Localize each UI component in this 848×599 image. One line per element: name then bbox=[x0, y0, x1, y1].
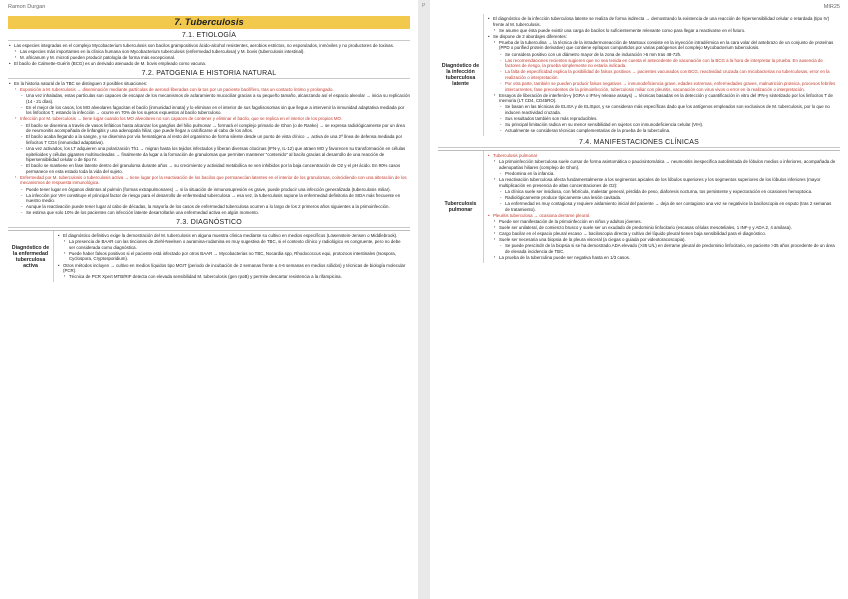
bullet: ▪ Exposición a M. tuberculosis → diseminación mediante partículas de aerosol liberadas con la tos por un paciente bacilífero, tras un contacto íntimo y prolongado. bbox=[8, 87, 410, 93]
box-side-label: Diagnóstico de la enfermedad tuberculosa activa bbox=[8, 231, 54, 282]
bullet: - Aunque la reactivación puede tener lugar al cabo de décadas, la mayoría de los casos de enfermedad tuberculosa ocurren a lo largo de los 2 primeros años siguientes a la primoinfección. bbox=[8, 204, 410, 210]
bullet: ▪ Prueba de la tuberculina → la técnica de la intradermoreacción de Mantoux consiste en la inyección intradérmica en la cara volar del antebrazo de un conjunto de proteínas (PPD o purified protein derivative) que contiene epítopos compartidos por varias patógenos del complejo Mycobacterium tuberculosis. bbox=[487, 40, 837, 51]
bullet: - Se puede prescindir de la biopsia si se ha demostrado ADA elevado (>35 U/L) en derrame pleural de predominio linfocitario, en paciente >35 años procedente de un área de elevada incidencia de TBC. bbox=[487, 243, 837, 254]
left-page bbox=[0, 0, 418, 599]
bullet: • Otros métodos incluyen → cultivo en medios líquidos tipo MGIT (periodo de incubación de 2 semanas frente a 4-6 semanas en medios sólidos) y técnicas de biología molecular (PCR). bbox=[57, 263, 407, 274]
doc-code: MIR25 bbox=[823, 4, 840, 10]
pulmonary-box bbox=[438, 150, 840, 263]
bullet: • En la historia natural de la TBC se distinguen 3 posibles situaciones: bbox=[8, 81, 410, 87]
bullet: • Se dispone de 2 abordajes diferentes: bbox=[487, 34, 837, 40]
bullet: - El bacilo acaba llegando a la sangre, y se disemina por vía hematógena al resto del organismo de forma silente desde un punto de vista clínico → activa de una 2ª línea de defensa mediada por linfocitos T CD4 (inmunidad adaptativa). bbox=[8, 134, 410, 145]
bullet: • Pleuritis tuberculosa → ocasiona derrame pleural. bbox=[487, 213, 837, 219]
bullet: ▪ Técnica de PCR Xpert MTB/RIF detecta con elevada sensibilidad M. tuberculosis (gen rpoB) y permite descartar resistencia a la rifampicina. bbox=[57, 274, 407, 280]
section-diagnostico-title: 7.3. DIAGNÓSTICO bbox=[8, 219, 410, 228]
bullet: ▪ Cargo bacilar en el espacio pleural escaso → baciloscopia directa y cultivo del líquido pleural tienen baja sensibilidad para el diagnóstico. bbox=[487, 231, 837, 237]
bullet: ▪ M. africanum y M. microti pueden producir patología de forma más excepcional. bbox=[8, 55, 410, 61]
bullet: • El diagnóstico de la infección tuberculosa latente se realiza de forma indirecta → demostrando la existencia de una reacción de hipersensibilidad celular o retardada (tipo IV) frente al M. tuberculosis. bbox=[487, 16, 837, 27]
bullet: - La clínica suele ser insidiosa, con febrícula, malestar general, pérdida de peso, diaforesis nocturna, tos persistente y expectoración en ocasiones hemoptoica. bbox=[487, 189, 837, 195]
bullet: - El bacilo se mantiene en fase latente dentro del granuloma durante años → su crecimiento y actividad metabólica se ven inhibidos por la baja concentración de O2 y el pH ácido. En 90% casos permanece en esta estado toda la vida del sujeto. bbox=[8, 163, 410, 174]
running-header bbox=[438, 4, 840, 14]
bullet: - La enfermedad es muy contagiosa y requiere aislamiento inicial del paciente → deja de ser contagioso una vez se negativice la baciloscopia en esputo (tras 2 semanas de tratamiento). bbox=[487, 201, 837, 212]
bullet: ▪ Infección por M. tuberculosis → tiene lugar cuando los MO alveolares no son capaces de contener y eliminar el bacilo, que se replica en el interior de los propios MO. bbox=[8, 116, 410, 122]
bullet: - Radiológicamente produce típicamente una lesión cavitada. bbox=[487, 195, 837, 201]
author-name: Ramon Durgan bbox=[8, 4, 46, 10]
bullet: - Su principal limitación radica en su menor sensibilidad en sujetos con inmunodeficiencia celular (VIH). bbox=[487, 122, 837, 128]
box-content bbox=[54, 231, 410, 282]
bullet: - Una vez activados, los LT adquieren una polarización Th1 → migran hasta los tejidos infectados y liberan diversas citocinas (IFN-γ, IL-12) que atraen MO y favorecen su transformación en células epitelioides y células gigantes multinucleadas → finalmente da lugar a la formación de granulomas que permiten mantener "contenido" al bacilo gracias al desarrollo de una reacción de hipersensibilidad celular o de tipo IV. bbox=[8, 146, 410, 163]
bullet: • El diagnóstico definitivo exige la demostración del M. tuberculosis en alguna muestra clínica mediante su cultivo en medios específicos (Löwenstein-Jensen o Middlebrook). bbox=[57, 233, 407, 239]
bullet: - La infección por VIH constituye el principal factor de riesgo para el desarrollo de enfermedad tuberculosa → esa vez, la tuberculosis supone la enfermedad definitoria de SIDA más frecuente en nuestro medio. bbox=[8, 193, 410, 204]
bullet: - Se considera positivo con un diámetro mayor de la zona de induración >5 mm tras 48-72h. bbox=[487, 52, 837, 58]
bullet: ▪ Ensayos de liberación de interferón-γ (IGRA o IFN-γ release assays) → técnicas basadas en la detección y cuantificación in vitro del IFN-γ sintetizado por los linfocitos T de memoria (LT CD4, CD45RO). bbox=[487, 93, 837, 104]
box-side-label: Tuberculosis pulmonar bbox=[438, 151, 484, 263]
bullet: - En el mejor de los casos, los MO alveolares fagocitan el bacilo (inmunidad innata) y lo eliminan en el interior de sus fagolisosomas sin que llegue a intervenir la inmunidad adaptativa mediada por los linfocitos T, estando la infección → ocurre en 70% de los sujetos expuestos al bacilo tuberculoso. bbox=[8, 105, 410, 116]
bullet: - Actualmente se consideran técnicas complementarias de la prueba de la tuberculina. bbox=[487, 128, 837, 134]
latent-diagnosis-box bbox=[438, 14, 840, 136]
bullet: - Predomina en la infancia. bbox=[487, 171, 837, 177]
bullet: ▪ Puede ser manifestación de la primoinfección en niños y adultos jóvenes. bbox=[487, 219, 837, 225]
bullet: - Las recomendaciones recientes sugieren que no sea tenida en cuenta el antecedente de vacunación con la BCG a la hora de interpretar la prueba. En ausencia de factores de riesgo, la prueba simplemente no estaría indicada. bbox=[487, 58, 837, 69]
chapter-title: 7. Tuberculosis bbox=[8, 16, 410, 29]
bullet: ▪ Enfermedad por M. tuberculosis o tuberculosis activa → tiene lugar por la reactivación de los bacilos que permanecían latentes en el interior de los granulomas, coincidiendo con una alteración de los mecanismos de respuesta inmunológica. bbox=[8, 175, 410, 186]
bullet: - Sus resultados también son más reproducibles. bbox=[487, 116, 837, 122]
bullet: ▪ Puede haber falsos positivos si el paciente está infectado por otros BAAR → Mycobacterias no TBC, Nocardia spp, Rhodococcus equi, protozoos intestinales (Isospora, Cyclospora, Cryptosporidium). bbox=[57, 251, 407, 262]
bullet: ▪ Se asume que ésta puede existir una carga de bacilos lo suficientemente relevante como para llegar a reactivarse en el futuro. bbox=[487, 28, 837, 34]
bullet: ▪ La reactivación tuberculosa afecta fundamentalmente a los segmentos apicales de los lóbulos superiores y los segmentos superiores de los lóbulos inferiores (mayor multiplicación en presencia de altas concentraciones de O2): bbox=[487, 177, 837, 188]
box-content bbox=[484, 14, 840, 136]
bullet: - Una vez inhaladas, estas partículas son capaces de escapar de los mecanismos de aclaramiento mucociliar gracias a su pequeño tamaño, alcanzando así el espacio alveolar → inicia su replicación (14 - 21 días). bbox=[8, 93, 410, 104]
section-patogenia-title: 7.2. PATOGENIA E HISTORIA NATURAL bbox=[8, 70, 410, 79]
bullet: - Por otra parte, también se pueden producir falsos negativos → inmunodeficiencia grave, edades extremas, enfermedades graves, malnutrición proteica, procesos febriles intercurrentes, fase precedentes de la primoinfección, tuberculosis miliar con pleuritis, vacunación con virus vivos o error en la realización o interpretación. bbox=[487, 81, 837, 92]
bullet: ▪ Suele ser unilateral, de comienzo brusco y suele ser un exudado de predominio linfocitario (escasas células mesoteliales, 1 INF-γ y ADA 2, 4 amilasa). bbox=[487, 225, 837, 231]
bullet: - El bacilo se disemina a través de vasos linfáticos hasta alcanzar los ganglios del hilio pulmonar → formará el complejo primario de Ghon (o de Ranke) → se expresa radiológicamente por un área de neumonitis acompañada de linfangitis y una adenopatía hiliar, que puede llegar a calcificarse al cabo de los años. bbox=[8, 123, 410, 134]
bullet: - La falta de especificidad explica la posibilidad de falsos positivos → pacientes vacunados con BCG, reactividad cruzada con micobacterias no tuberculosas, error en la realización o interpretación. bbox=[487, 69, 837, 80]
bullet: ▪ La presencia de BAAR con las tinciones de Ziehl-Neelsen o auramina-rodamina es muy sugestiva de TBC, si el contexto clínico y radiológico es congruente, pero no debe ser considerada como diagnóstica. bbox=[57, 239, 407, 250]
bullet: • Tuberculosis pulmonar bbox=[487, 153, 837, 159]
right-page bbox=[430, 0, 848, 599]
bullet: ▪ La prueba de la tuberculina puede ser negativa hasta en 1/3 casos. bbox=[487, 255, 837, 261]
section-etiologia-title: 7.1. ETIOLOGÍA bbox=[8, 32, 410, 41]
section-manifestaciones-title: 7.4. MANIFESTACIONES CLÍNICAS bbox=[438, 139, 840, 148]
bullet: - Se basan en las técnicas de ELISA y de ELISpot, y se consideran más específicas dado que los antígenos empleados son exclusivos de M. tuberculosis, por lo que no inducen reactividad cruzada. bbox=[487, 104, 837, 115]
bullet: • Las especies integradas en el complejo Mycobacterium tuberculosis son bacilos grampositivos ácido-alcohol resistentes, aerobios estrictos, no esporulados, inmóviles y no productores de toxinas. bbox=[8, 43, 410, 49]
bullet: - Se estima que solo 10% de los pacientes con infección latente desarrollarán una enfermedad activa en algún momento. bbox=[8, 210, 410, 216]
bullet: ▪ Las especies más importantes en la clínica humana son Mycobacterium tuberculosis (enfermedad tuberculosa) y M. bovis (tuberculosis intestinal). bbox=[8, 49, 410, 55]
bullet: ▪ La primoinfección tuberculosa suele cursar de forma asintomática o paucisintomática → neumonitis inespecífica autolimitada de lóbulos medios o inferiores, acompañada de adenopatías hiliares (complejo de Ghon). bbox=[487, 159, 837, 170]
bullet: • El bacilo de Calmette-Guérin (BCG) es un derivado atenuado de M. bovis empleado como vacuna. bbox=[8, 61, 410, 67]
bullet: ▪ Suele ser necesaria una biopsia de la pleura visceral (a ciegas o guiada por videotoracoscopia). bbox=[487, 237, 837, 243]
box-content bbox=[484, 151, 840, 263]
running-header bbox=[8, 4, 410, 14]
box-side-label: Diagnóstico de la infección tuberculosa latente bbox=[438, 14, 484, 136]
bullet: - Puede tener lugar en órganos distintos al pulmón (formas extrapulmonares) → si la situación de inmunosupresión es grave, puede producir una infección generalizada (tuberculosis miliar). bbox=[8, 187, 410, 193]
gutter-label: P bbox=[422, 3, 426, 9]
diagnosis-box bbox=[8, 230, 410, 282]
